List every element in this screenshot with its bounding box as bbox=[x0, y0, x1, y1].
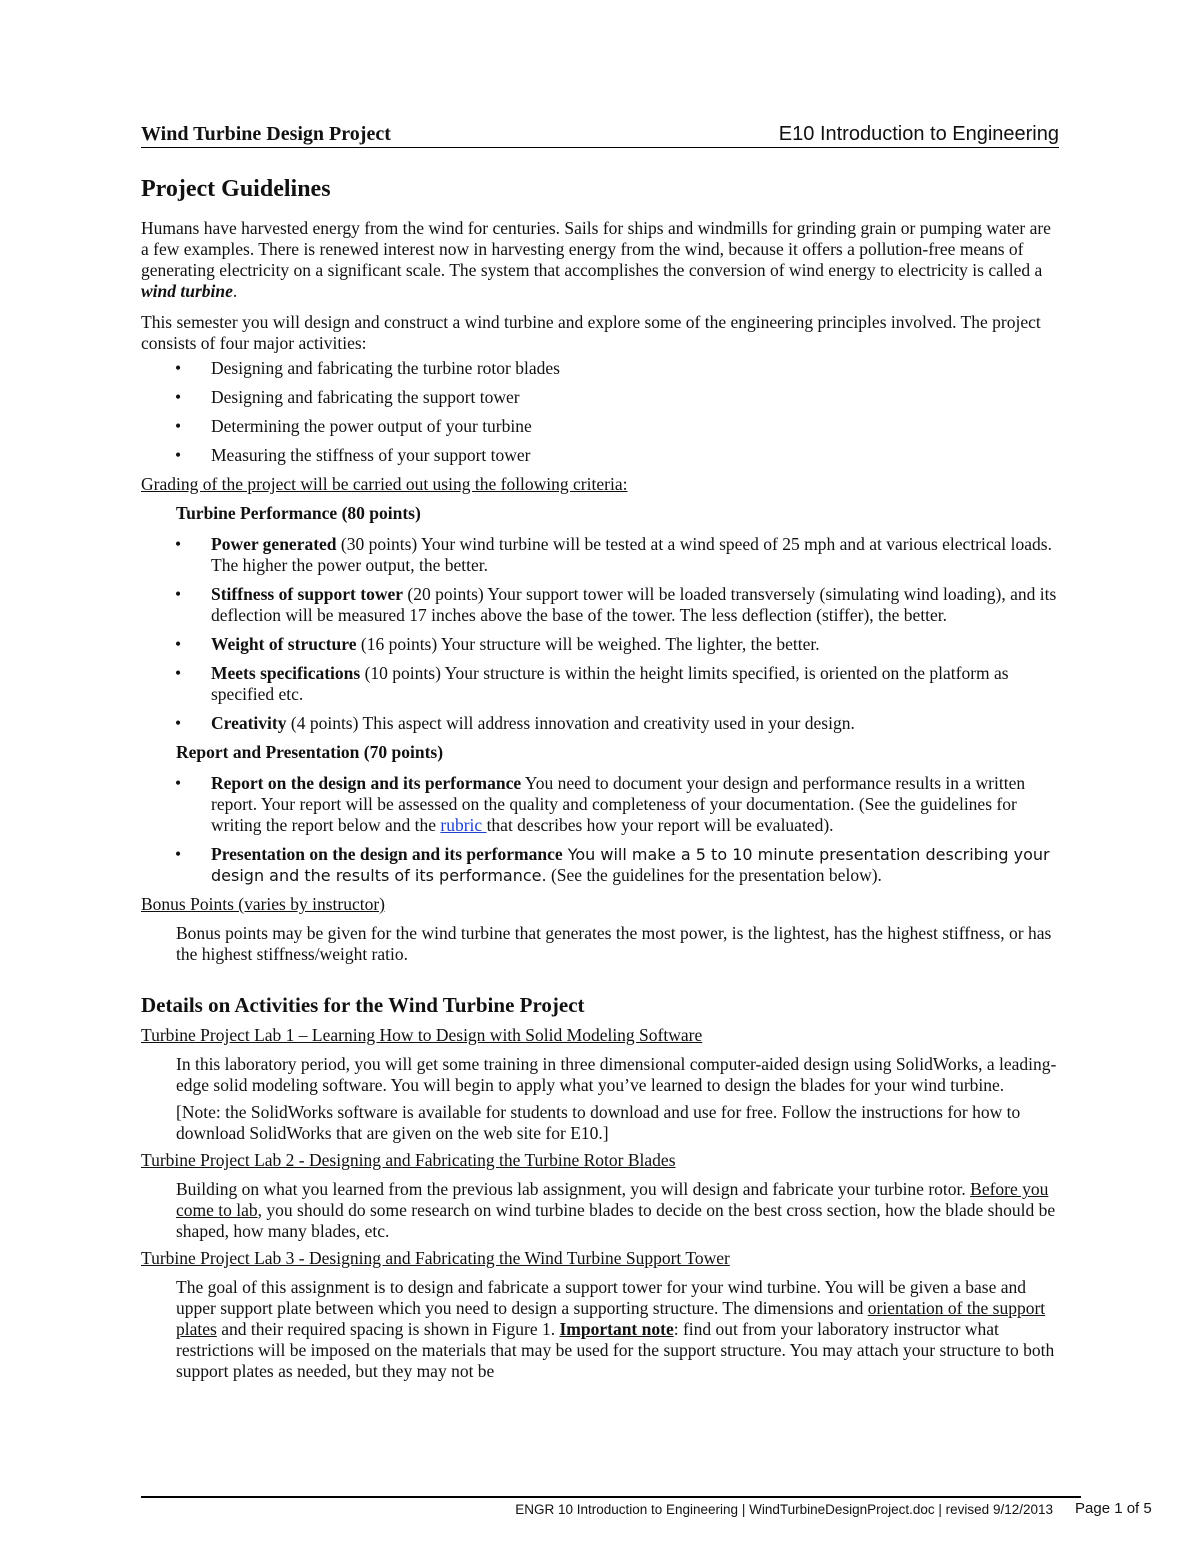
bullet-icon: • bbox=[175, 534, 182, 554]
list-item: • Report on the design and its performance You need to document your design and performance results in a written report. Your report will be assessed on the quality and completeness of your documentation. (See the guidelines for writing the report below and the rubric that describes how your report will be evaluated). bbox=[175, 773, 1026, 835]
bullet-icon: • bbox=[175, 358, 182, 378]
list-item: • Designing and fabricating the support tower bbox=[175, 387, 520, 407]
wind-turbine-term: wind turbine bbox=[141, 281, 233, 301]
header-course-title: E10 Introduction to Engineering bbox=[778, 123, 1059, 145]
lab2-heading: Turbine Project Lab 2 - Designing and Fabricating the Turbine Rotor Blades bbox=[141, 1150, 676, 1170]
bullet-icon: • bbox=[175, 387, 182, 407]
list-item: • Power generated (30 points) Your wind turbine will be tested at a wind speed of 25 mph and at various electrical loads. The higher the power output, the better. bbox=[175, 534, 1052, 575]
bullet-icon: • bbox=[175, 416, 182, 436]
lab3-heading: Turbine Project Lab 3 - Designing and Fabricating the Wind Turbine Support Tower bbox=[141, 1248, 730, 1268]
bullet-icon: • bbox=[175, 445, 182, 465]
page-number: Page 1 of 5 bbox=[1075, 1500, 1152, 1517]
footer-text: ENGR 10 Introduction to Engineering | WindTurbineDesignProject.doc | revised 9/12/2013 bbox=[515, 1502, 1053, 1517]
header-project-title: Wind Turbine Design Project bbox=[141, 123, 391, 145]
rubric-link[interactable]: rubric bbox=[440, 815, 487, 835]
bonus-paragraph: Bonus points may be given for the wind turbine that generates the most power, is the lightest, has the highest stiffness, or has the highest stiffness/weight ratio. bbox=[176, 923, 1052, 964]
bullet-icon: • bbox=[175, 584, 182, 604]
bullet-icon: • bbox=[175, 773, 182, 793]
list-item: • Determining the power output of your turbine bbox=[175, 416, 532, 436]
report-criteria-list bbox=[141, 773, 1059, 886]
list-item: • Designing and fabricating the turbine rotor blades bbox=[175, 358, 560, 378]
list-item: • Stiffness of support tower (20 points) Your support tower will be loaded transversely (simulating wind loading), and its deflection will be measured 17 inches above the base of the tower. The less deflection (stiffer), the better. bbox=[175, 584, 1057, 625]
intro-paragraph: Humans have harvested energy from the wind for centuries. Sails for ships and windmills for grinding grain or pumping water are a few examples. There is renewed interest now in harvesting energy from the wind, because it offers a pollution-free means of generating electricity on a significant scale. The system that accomplishes the conversion of wind energy to electricity is called a wind turbine. bbox=[141, 218, 1051, 301]
bullet-icon: • bbox=[175, 713, 182, 733]
lab3-paragraph: The goal of this assignment is to design and fabricate a support tower for your wind turbine. You will be given a base and upper support plate between which you need to design a supporting structure. The dimensions and orientation of the support plates and their required spacing is shown in Figure 1. Important note: find out from your laboratory instructor what restrictions will be imposed on the materials that may be used for the support structure. You may attach your structure to both support plates as needed, but they may not be bbox=[176, 1277, 1055, 1381]
lab1-note: [Note: the SolidWorks software is available for students to download and use for free. Follow the instructions for how to download SolidWorks that are given on the web site for E10.] bbox=[176, 1102, 1021, 1143]
list-item: • Creativity (4 points) This aspect will address innovation and creativity used in your design. bbox=[175, 713, 855, 733]
lab2-paragraph: Building on what you learned from the previous lab assignment, you will design and fabricate your turbine rotor. Before you come to lab, you should do some research on wind turbine blades to decide on the best cross section, how the blade should be shaped, how many blades, etc. bbox=[176, 1179, 1056, 1241]
list-item: • Measuring the stiffness of your support tower bbox=[175, 445, 531, 465]
bullet-icon: • bbox=[175, 844, 182, 864]
grading-heading: Grading of the project will be carried out using the following criteria: bbox=[141, 474, 628, 494]
lab1-paragraph: In this laboratory period, you will get some training in three dimensional computer-aided design using SolidWorks, a leading-edge solid modeling software. You will begin to apply what you’ve learned to design the blades for your wind turbine. bbox=[176, 1054, 1057, 1095]
turbine-performance-heading: Turbine Performance (80 points) bbox=[176, 503, 421, 523]
lab1-heading: Turbine Project Lab 1 – Learning How to Design with Solid Modeling Software bbox=[141, 1025, 703, 1045]
page-title: Project Guidelines bbox=[141, 176, 331, 202]
activities-list bbox=[141, 358, 1059, 466]
running-header bbox=[141, 121, 1059, 148]
bullet-icon: • bbox=[175, 634, 182, 654]
report-presentation-heading: Report and Presentation (70 points) bbox=[176, 742, 444, 762]
footer-rule bbox=[141, 1496, 1081, 1498]
details-heading: Details on Activities for the Wind Turbine Project bbox=[141, 993, 585, 1017]
list-item: • Presentation on the design and its performance You will make a 5 to 10 minute presentation describing your design and the results of its performance. (See the guidelines for the presentation below). bbox=[175, 844, 1050, 885]
list-item: • Weight of structure (16 points) Your structure will be weighed. The lighter, the better. bbox=[175, 634, 820, 654]
activities-intro: This semester you will design and construct a wind turbine and explore some of the engineering principles involved. The project consists of four major activities: bbox=[141, 312, 1041, 353]
document-body bbox=[141, 173, 1059, 1392]
performance-criteria-list bbox=[141, 534, 1059, 734]
list-item: • Meets specifications (10 points) Your structure is within the height limits specified, is oriented on the platform as specified etc. bbox=[175, 663, 1009, 704]
bonus-heading: Bonus Points (varies by instructor) bbox=[141, 894, 386, 914]
bullet-icon: • bbox=[175, 663, 182, 683]
